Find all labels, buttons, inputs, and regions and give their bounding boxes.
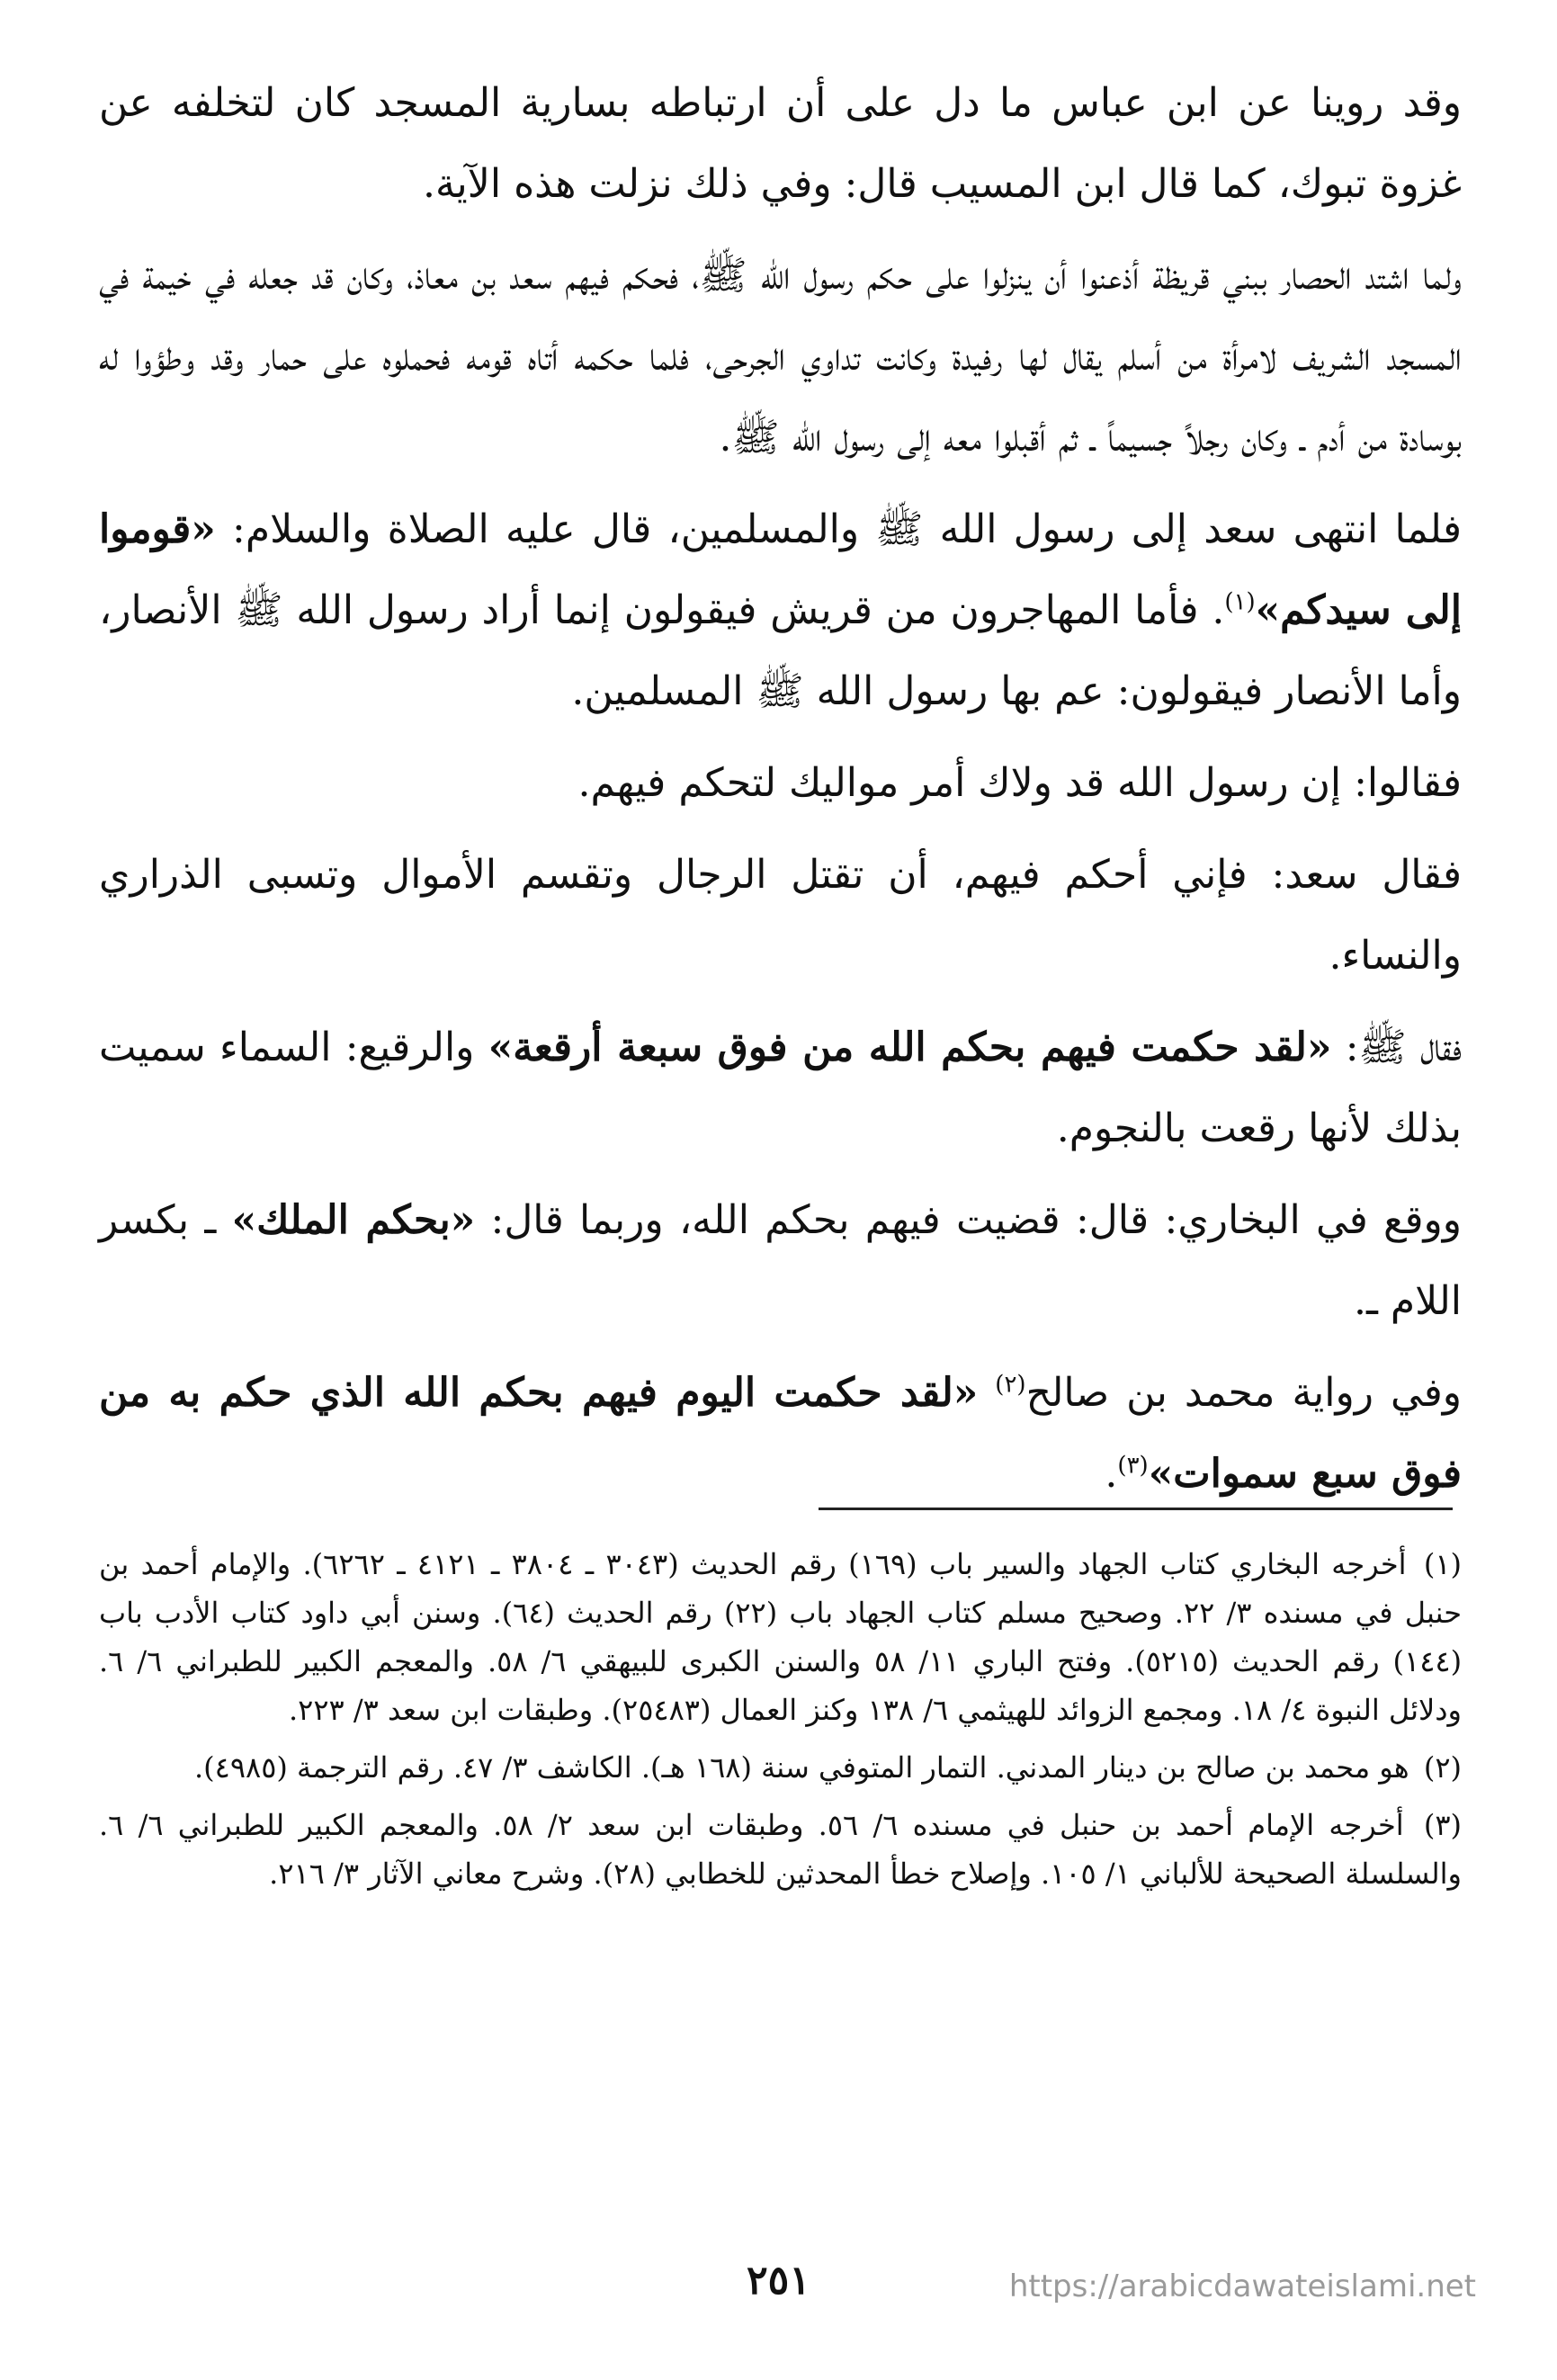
text-segment: ووقع في البخاري: قال: قضيت فيهم بحكم الله، وربما قال:	[475, 1197, 1463, 1243]
paragraph	[99, 743, 1462, 824]
footnote-text: أخرجه الإمام أحمد بن حنبل في مسنده ٦/ ٥٦. وطبقات ابن سعد ٢/ ٥٨. والمعجم الكبير للطبراني ٦/ ٦. والسلسلة الصحيحة للألباني ١/ ١٠٥. وإصلاح خطأ المحدثين للخطابي (٢٨). وشرح معاني الآثار ٣/ ٢١٦.	[99, 1808, 1462, 1891]
footnote-text: أخرجه البخاري كتاب الجهاد والسير باب (١٦٩) رقم الحديث (٣٠٤٣ ـ ٣٨٠٤ ـ ٤١٢١ ـ ٦٢٦٢). والإمام أحمد بن حنبل في مسنده ٣/ ٢٢. وصحيح مسلم كتاب الجهاد باب (٢٢) رقم الحديث (٦٤). وسنن أبي داود كتاب الأدب باب (١٤٤) رقم الحديث (٥٢١٥). وفتح الباري ١١/ ٥٨ والسنن الكبرى للبيهقي ٦/ ٥٨. والمعجم الكبير للطبراني ٦/ ٦. ودلائل النبوة ٤/ ١٨. ومجمع الزوائد للهيثمي ٦/ ١٣٨ وكنز العمال (٢٥٤٨٣). وطبقات ابن سعد ٣/ ٢٢٣.	[99, 1547, 1463, 1727]
text-segment: والرقيع: السماء سميت بذلك لأنها رقعت بالنجوم.	[99, 1024, 1462, 1151]
text-segment: . فأما المهاجرون من قريش فيقولون إنما أراد رسول الله ﷺ الأنصار، وأما الأنصار فيقولون: عم بها رسول الله ﷺ المسلمين.	[99, 587, 1462, 714]
text-segment: وقد روينا عن ابن عباس ما دل على أن ارتباطه بسارية المسجد كان لتخلفه عن غزوة تبوك، كما قال ابن المسيب قال: وفي ذلك نزلت هذه الآية.	[99, 80, 1462, 207]
watermark-url: https://arabicdawateislami.net	[1008, 2268, 1476, 2304]
text-segment: فلما انتهى سعد إلى رسول الله ﷺ والمسلمين، قال عليه الصلاة والسلام:	[215, 506, 1462, 552]
paragraph	[99, 63, 1462, 225]
text-segment: فقالوا: إن رسول الله قد ولاك أمر مواليك لتحكم فيهم.	[577, 760, 1462, 806]
paragraph	[99, 236, 1462, 479]
main-text-body	[99, 63, 1462, 1526]
footnote-text: هو محمد بن صالح بن دينار المدني. التمار المتوفي سنة (١٦٨ هـ). الكاشف ٣/ ٤٧. رقم الترجمة (٤٩٨٥).	[193, 1750, 1409, 1785]
paragraph	[99, 835, 1462, 997]
paragraph	[99, 489, 1462, 732]
hadith-quote: «قوموا إلى سيدكم»	[99, 506, 1462, 633]
hadith-quote: «لقد حكمت اليوم فيهم بحكم الله الذي حكم به من فوق سبع سموات»	[99, 1370, 1462, 1497]
footnotes-section	[99, 1540, 1462, 1907]
footnote	[99, 1540, 1462, 1734]
paragraph	[99, 1353, 1462, 1515]
footnote	[99, 1743, 1462, 1792]
footnote-reference: (١)	[1224, 588, 1256, 616]
footnote-reference: (٣)	[1117, 1452, 1149, 1480]
hadith-quote: «بحكم الملك»	[231, 1197, 476, 1243]
text-segment: ـ بكسر اللام ـ.	[99, 1197, 1462, 1324]
footnote	[99, 1801, 1462, 1898]
footnote-reference: (٢)	[995, 1371, 1026, 1399]
text-segment: وفي رواية محمد بن صالح	[1025, 1370, 1462, 1416]
footnote-number: (١)	[1423, 1547, 1463, 1581]
footnote-number: (٢)	[1423, 1750, 1462, 1785]
text-segment: ولما اشتد الحصار ببني قريظة أذعنوا أن ينزلوا على حكم رسول الله ﷺ، فحكم فيهم سعد بن معاذ، وكان قد جعله في خيمة في المسجد الشريف لامرأة من أسلم يقال لها رفيدة وكانت تداوي الجرحى، فلما حكمه أتاه قومه فحملوه على حمار وقد وطؤوا له بوسادة من أدم ـ وكان رجلاً جسيماً ـ ثم أقبلوا معه إلى رسول الله ﷺ.	[99, 253, 1462, 461]
text-segment: .	[1105, 1451, 1118, 1497]
hadith-quote: «لقد حكمت فيهم بحكم الله من فوق سبعة أرقعة»	[488, 1024, 1332, 1070]
paragraph	[99, 1007, 1462, 1169]
footnote-number: (٣)	[1423, 1808, 1462, 1842]
text-segment: فقال ﷺ:	[1331, 1024, 1463, 1070]
page-number: ٢٥١	[747, 2258, 810, 2304]
text-segment	[978, 1370, 995, 1416]
paragraph	[99, 1180, 1462, 1342]
text-segment: فقال سعد: فإني أحكم فيهم، أن تقتل الرجال وتقسم الأموال وتسبى الذراري والنساء.	[99, 852, 1462, 979]
footnote-divider	[819, 1508, 1453, 1510]
